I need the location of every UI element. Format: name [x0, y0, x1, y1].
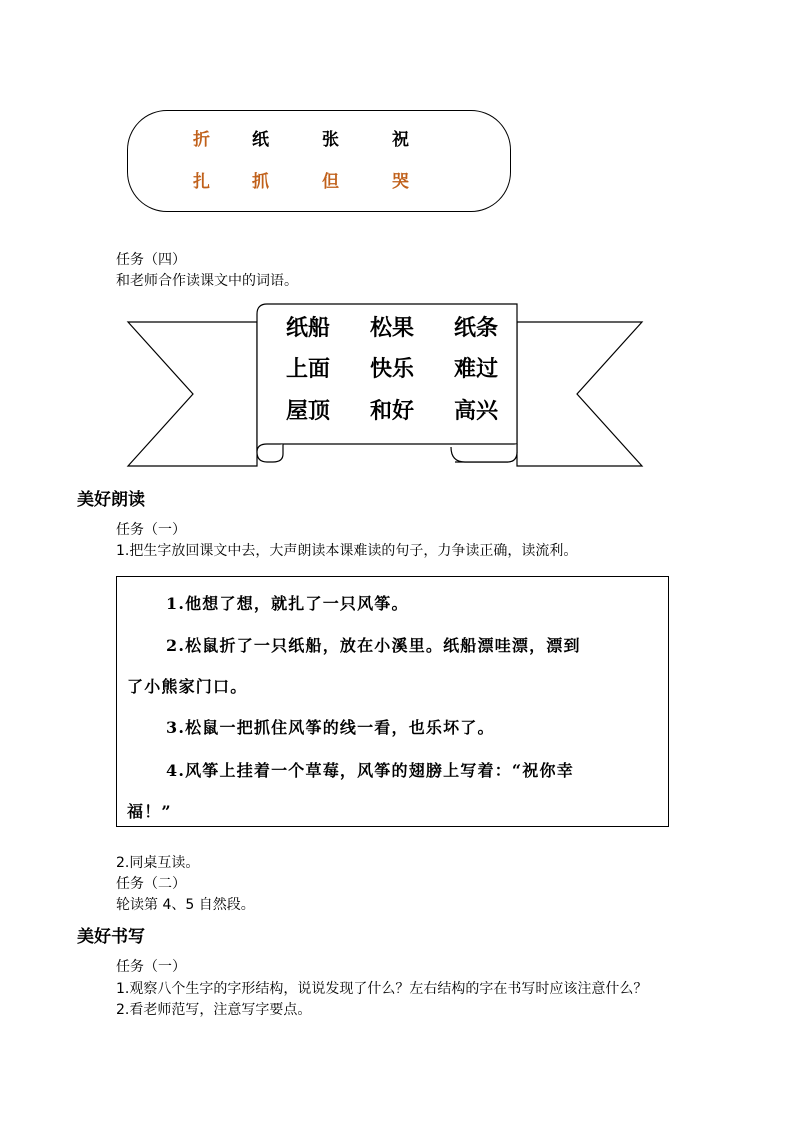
word: 松果 [370, 316, 415, 341]
new-characters-box [127, 110, 511, 212]
new-character: 折 [193, 130, 210, 150]
sentence-2-line-2: 了小熊家门口。 [127, 677, 248, 696]
sentence-2-line-1: 2.松鼠折了一只纸船，放在小溪里。纸船漂哇漂，漂到 [166, 636, 581, 655]
task-four-instruction: 和老师合作读课文中的词语。 [116, 273, 298, 289]
new-character: 张 [322, 130, 339, 150]
new-character: 祝 [392, 130, 409, 150]
writing-item-1: 1.观察八个生字的字形结构，说说发现了什么？左右结构的字在书写时应该注意什么？ [116, 981, 648, 997]
word: 快乐 [370, 357, 415, 382]
word: 纸条 [454, 316, 499, 341]
reading-task-one-item-2: 2.同桌互读。 [116, 855, 200, 871]
writing-heading: 美好书写 [77, 927, 145, 947]
new-character: 哭 [392, 172, 409, 192]
word: 纸船 [286, 316, 331, 341]
sentence-3: 3.松鼠一把抓住风筝的线一看，也乐坏了。 [166, 718, 495, 737]
word: 高兴 [454, 399, 499, 424]
reading-task-two-instruction: 轮读第 4、5 自然段。 [116, 897, 255, 913]
writing-item-2: 2.看老师范写，注意写字要点。 [116, 1002, 312, 1018]
task-four-title: 任务（四） [116, 252, 186, 268]
sentence-4-line-2: 福！” [127, 802, 172, 821]
reading-task-one-title: 任务（一） [116, 522, 186, 538]
reading-task-one-item-1: 1.把生字放回课文中去，大声朗读本课难读的句子，力争读正确，读流利。 [116, 543, 578, 559]
new-character: 但 [322, 172, 339, 192]
word: 上面 [286, 357, 331, 382]
word: 难过 [454, 357, 499, 382]
reading-task-two-title: 任务（二） [116, 876, 186, 892]
writing-task-one-title: 任务（一） [116, 959, 186, 975]
sentence-4-line-1: 4.风筝上挂着一个草莓，风筝的翅膀上写着：“祝你幸 [166, 761, 574, 780]
new-character: 抓 [252, 172, 269, 192]
sentence-1: 1.他想了想，就扎了一只风筝。 [166, 594, 409, 613]
new-character: 扎 [193, 172, 210, 192]
word: 屋顶 [286, 399, 331, 424]
reading-heading: 美好朗读 [77, 490, 145, 510]
new-character: 纸 [252, 130, 269, 150]
word: 和好 [370, 399, 415, 424]
